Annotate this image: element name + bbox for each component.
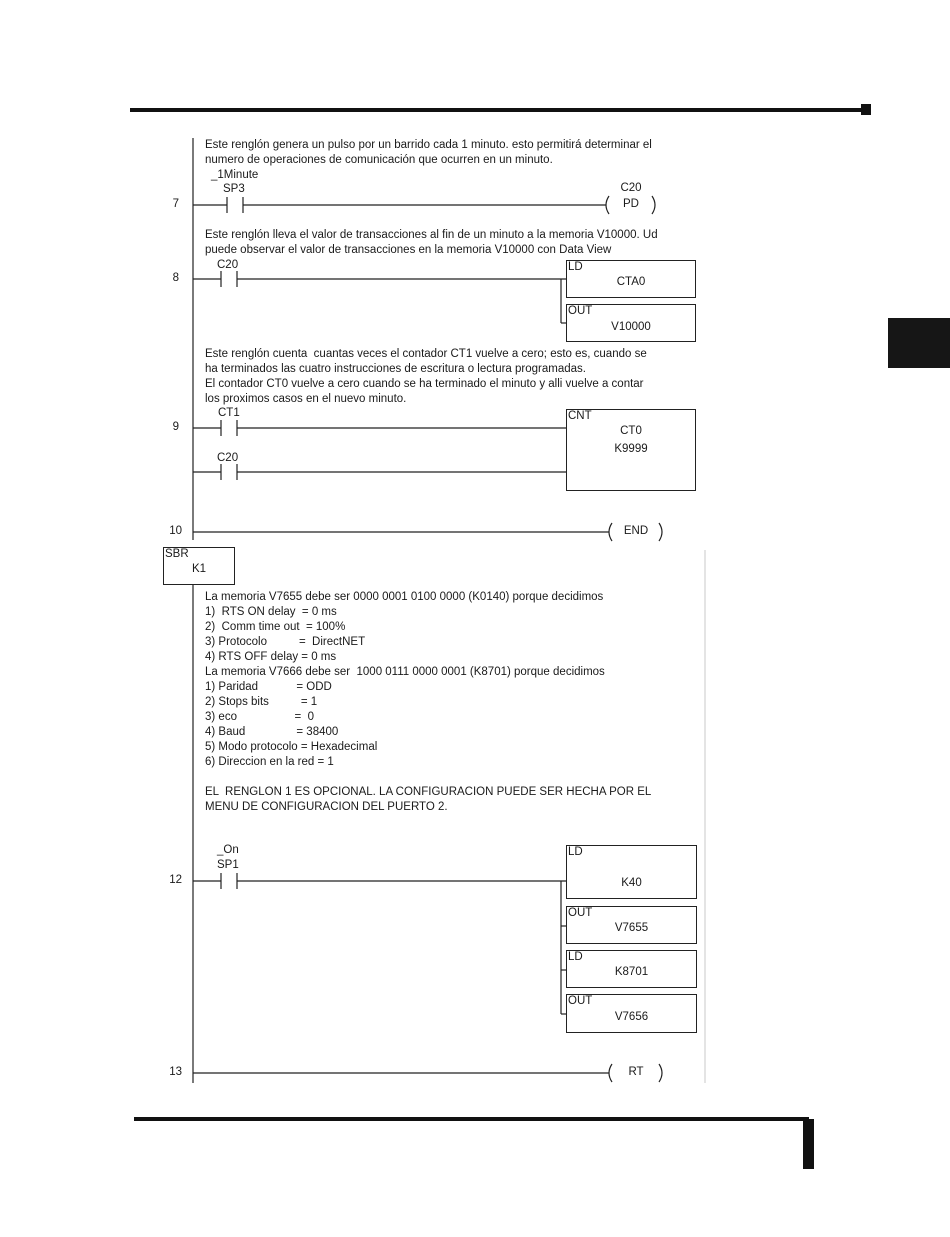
rung-12-ld-box [566,845,697,899]
rung-7-coil-type: PD [623,198,639,210]
rung-9-number: 9 [172,421,179,433]
ld-box-value: K8701 [614,966,649,978]
counter-preset: K9999 [614,443,648,455]
counter-box-label: CNT [568,410,592,422]
rung-12-contact-nickname: _On [217,844,239,856]
rung-7-number: 7 [172,198,179,210]
rung-9-counter-box [566,409,696,491]
sbr-value: K1 [191,563,207,575]
rung-10-end-coil: END [623,525,649,537]
ld-box-label: LD [568,261,583,273]
rung-12-out-box-2 [566,994,697,1033]
rung-12-number: 12 [169,874,182,886]
rung-10-number: 10 [169,525,182,537]
rung-12-out-box-1 [566,906,697,944]
rung-7-comment: Este renglón genera un pulso por un barrido cada 1 minuto. esto permitirá determinar el numero de operaciones de comunicación que ocurren en un minuto. [205,139,652,166]
out-box-value: V10000 [611,321,651,333]
rung-9-contact-1-label: CT1 [218,407,240,419]
rung-13-number: 13 [169,1066,182,1078]
rung-12-ld-box-2 [566,950,697,988]
out-box-value: V7656 [614,1011,649,1023]
rung-8-ld-box [566,260,696,298]
ld-box-value: K40 [621,877,642,889]
rung-8-comment: Este renglón lleva el valor de transacciones al fin de un minuto a la memoria V10000. Ud puede observar el valor de transacciones en la memoria V10000 con Data View [205,229,658,256]
ld-box-label: LD [568,951,583,963]
ld-box-label: LD [568,846,583,858]
sbr-label: SBR [165,548,189,560]
rung-7-contact-label: SP3 [223,183,245,195]
rung-9-contact-2-label: C20 [217,452,239,464]
ld-box-value: CTA0 [616,276,646,288]
sbr-box [163,547,235,585]
rung-8-number: 8 [172,272,179,284]
out-box-label: OUT [568,995,593,1007]
rung-13-return-coil: RT [628,1066,644,1078]
config-comment: La memoria V7655 debe ser 0000 0001 0100 0000 (K0140) porque decidimos 1) RTS ON delay = 0 ms 2) Comm time out = 100% 3) Protocolo = DirectNET 4) RTS OFF delay = 0 ms La memoria V7666 debe ser 1000 0111 0000 0001 (K8701) porque decidimos 1) Paridad = ODD 2) Stops bits = 1 3) eco = 0 4) Baud = 38400 5) Modo protocolo = Hexadecimal 6) Direccion en la red = 1 EL RENGLON 1 ES OPCIONAL. LA CONFIGURACION PUEDE SER HECHA POR EL MENU DE CONFIGURACION DEL PUERTO 2. [205,591,652,813]
out-box-value: V7655 [614,922,649,934]
out-box-label: OUT [568,305,593,317]
rung-7-coil-address: C20 [620,182,642,194]
rung-8-contact-label: C20 [217,259,239,271]
rung-8-out-box [566,304,696,342]
rung-7-contact-nickname: _1Minute [211,169,259,181]
out-box-label: OUT [568,907,593,919]
rung-9-comment: Este renglón cuenta cuantas veces el contador CT1 vuelve a cero; esto es, cuando se ha terminados las cuatro instrucciones de escritura o lectura programadas. El contador CT0 vuelve a cero cuando se ha terminado el minuto y alli vuelve a contar los proximos casos en el nuevo minuto. [205,348,647,405]
rung-12-contact-label: SP1 [217,859,239,871]
counter-name: CT0 [620,425,642,437]
